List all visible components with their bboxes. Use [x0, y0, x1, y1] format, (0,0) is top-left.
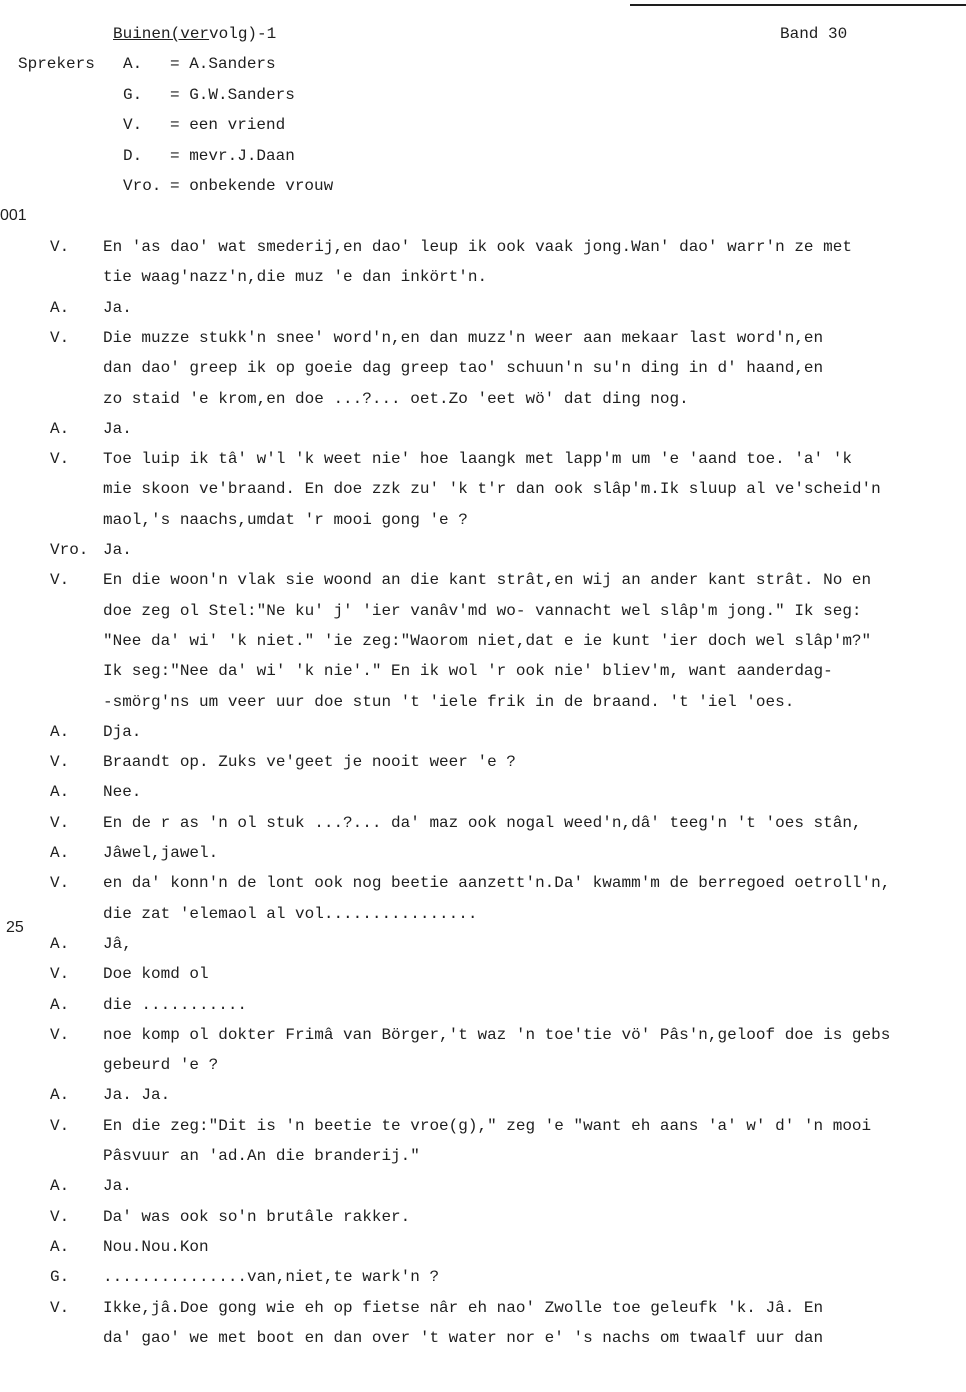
utterance-text: Ja. — [103, 541, 132, 559]
utterance-text: Nee. — [103, 783, 142, 802]
margin-line-number-25: 25 — [6, 919, 24, 936]
utterance-text: Ja. Ja. — [103, 1086, 171, 1105]
speaker-tag: A. — [50, 1177, 70, 1196]
speaker-code: D. — [123, 146, 143, 165]
utterance-text: En 'as dao' wat smederij,en dao' leup ik ook vaak jong.Wan' dao' warr'n ze met — [103, 238, 852, 256]
top-rule — [630, 4, 966, 6]
speaker-name: = A.Sanders — [170, 55, 276, 73]
utterance-text: Die muzze stukk'n snee' word'n,en dan muzz'n weer aan mekaar last word'n,en — [103, 328, 824, 347]
speaker-tag: V. — [50, 1025, 70, 1044]
utterance-text: en da' konn'n de lont ook nog beetie aanzett'n.Da' kwamm'm de berregoed oetroll'n, — [103, 874, 891, 893]
utterance-text: Ja. — [103, 419, 132, 438]
page-title — [113, 24, 276, 44]
speakers-label: Sprekers — [18, 55, 95, 73]
utterance-text: ...............van,niet,te wark'n ? — [103, 1268, 440, 1287]
speaker-tag: A. — [50, 934, 70, 953]
utterance-text: dan dao' greep ik op goeie dag greep tao' schuun'n su'n ding in d' haand,en — [103, 359, 824, 378]
speaker-name: = onbekende vrouw — [170, 177, 334, 195]
utterance-text: Ja. — [103, 298, 132, 317]
page-title-rest: volg)-1 — [209, 25, 277, 43]
utterance-text: Braandt op. Zuks ve'geet je nooit weer 'e ? — [103, 753, 516, 772]
speaker-tag: V. — [50, 238, 70, 256]
speaker-tag: A. — [50, 419, 70, 438]
speaker-tag: V. — [50, 874, 70, 893]
speaker-tag: A. — [50, 298, 70, 317]
utterance-text: die ........... — [103, 995, 248, 1014]
speaker-name: = G.W.Sanders — [170, 85, 295, 104]
band-number: Band 30 — [780, 25, 848, 43]
utterance-text: Doe komd ol — [103, 965, 209, 984]
speaker-code: V. — [123, 116, 143, 134]
speaker-code: A. — [123, 55, 143, 73]
speaker-tag: A. — [50, 783, 70, 802]
speaker-tag: V. — [50, 813, 70, 832]
utterance-text: noe komp ol dokter Frimâ van Börger,'t waz 'n toe'tie vö' Pâs'n,geloof doe is gebs — [103, 1025, 891, 1044]
speaker-tag: V. — [50, 965, 70, 984]
utterance-text: maol,'s naachs,umdat 'r mooi gong 'e ? — [103, 510, 468, 529]
speaker-tag: V. — [50, 1207, 70, 1226]
speaker-name: = mevr.J.Daan — [170, 146, 295, 165]
speaker-code: Vro. — [123, 177, 162, 195]
speaker-code: G. — [123, 85, 143, 104]
utterance-text: doe zeg ol Stel:"Ne ku' j' 'ier vanâv'md wo- vannacht wel slâp'm jong." Ik seg: — [103, 601, 862, 620]
margin-line-number-start: 001 — [0, 207, 27, 224]
speaker-tag: A. — [50, 1086, 70, 1105]
utterance-text: "Nee da' wi' 'k niet." 'ie zeg:"Waorom niet,dat e ie kunt 'ier doch wel slâp'm?" — [103, 631, 872, 650]
utterance-text: Toe luip ik tâ' w'l 'k weet nie' hoe laangk met lapp'm um 'e 'aand toe. 'a' 'k — [103, 450, 852, 469]
speaker-tag: A. — [50, 1237, 70, 1256]
utterance-text: tie waag'nazz'n,die muz 'e dan inkört'n. — [103, 268, 488, 287]
utterance-text: Da' was ook so'n brutâle rakker. — [103, 1207, 411, 1226]
speaker-tag: V. — [50, 753, 70, 772]
utterance-text: Pâsvuur an 'ad.An die branderij." — [103, 1147, 420, 1165]
utterance-text: Ikke,jâ.Doe gong wie eh op fietse nâr eh nao' Zwolle toe geleufk 'k. Jâ. En — [103, 1298, 824, 1317]
speaker-tag: A. — [50, 995, 70, 1014]
utterance-text: die zat 'elemaol al vol................ — [103, 904, 478, 923]
utterance-text: Dja. — [103, 722, 142, 741]
speaker-tag: V. — [50, 571, 70, 590]
utterance-text: En die woon'n vlak sie woond an die kant strât,en wij an ander kant strât. No en — [103, 571, 872, 590]
speaker-tag: V. — [50, 1116, 70, 1135]
utterance-text: Ja. — [103, 1177, 132, 1196]
utterance-text: En de r as 'n ol stuk ...?... da' maz ook nogal weed'n,dâ' teeg'n 't 'oes stân, — [103, 813, 862, 832]
utterance-text: -smörg'ns um veer uur doe stun 't 'iele frik in de braand. 't 'iel 'oes. — [103, 692, 795, 711]
speaker-name: = een vriend — [170, 116, 286, 134]
utterance-text: Jâwel,jawel. — [103, 844, 219, 862]
utterance-text: zo staid 'e krom,en doe ...?... oet.Zo 'eet wö' dat ding nog. — [103, 389, 689, 408]
utterance-text: gebeurd 'e ? — [103, 1056, 219, 1075]
utterance-text: Jâ, — [103, 934, 132, 953]
page-title-underlined: Buinen(ver — [113, 25, 210, 43]
utterance-text: Nou.Nou.Kon — [103, 1237, 209, 1256]
speaker-tag: A. — [50, 844, 70, 862]
utterance-text: mie skoon ve'braand. En doe zzk zu' 'k t'r dan ook slâp'm.Ik sluup al ve'scheid'n — [103, 480, 881, 499]
speaker-tag: V. — [50, 450, 70, 469]
speaker-tag: Vro. — [50, 541, 89, 559]
utterance-text: En die zeg:"Dit is 'n beetie te vroe(g)," zeg 'e "want eh aans 'a' w' d' 'n mooi — [103, 1116, 872, 1135]
speaker-tag: G. — [50, 1268, 70, 1287]
speaker-tag: V. — [50, 1298, 70, 1317]
speaker-tag: V. — [50, 328, 70, 347]
utterance-text: Ik seg:"Nee da' wi' 'k nie'." En ik wol 'r ook nie' bliev'm, want aanderdag- — [103, 662, 833, 681]
speaker-tag: A. — [50, 722, 70, 741]
utterance-text: da' gao' we met boot en dan over 't water nor e' 's nachs om twaalf uur dan — [103, 1328, 824, 1347]
